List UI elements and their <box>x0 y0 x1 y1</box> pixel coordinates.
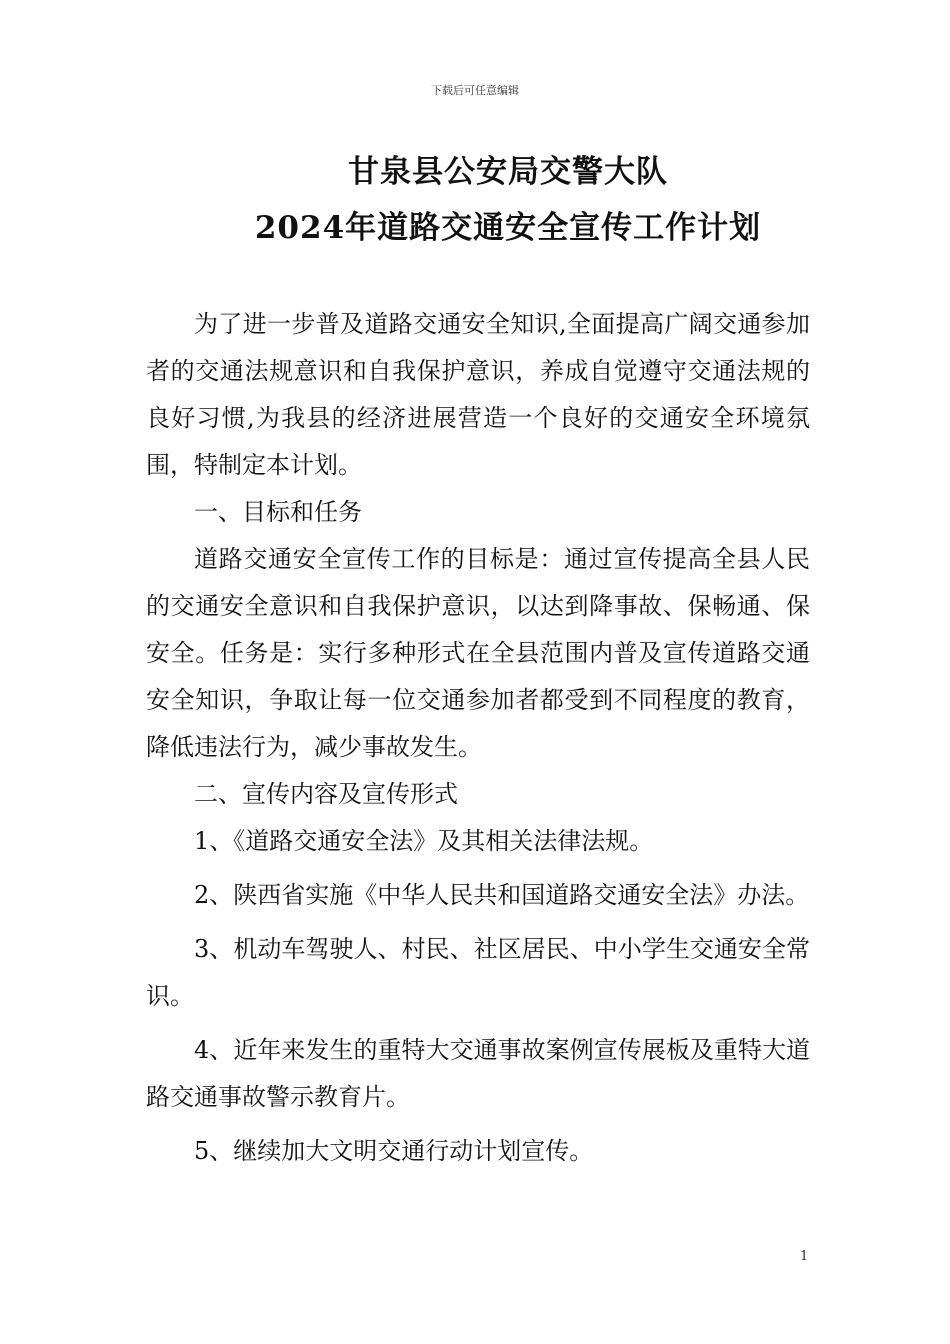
list-item: 4、近年来发生的重特大交通事故案例宣传展板及重特大道路交通事故警示教育片。 <box>146 1036 810 1111</box>
title-line-2: 2024年道路交通安全宣传工作计划 <box>254 210 762 246</box>
paragraph-intro: 为了进一步普及道路交通安全知识,全面提高广阔交通参加者的交通法规意识和自我保护意识，养成自觉遵守交通法规的良好习惯,为我县的经济进展营造一个良好的交通安全环境氛围，特制定本计划。 <box>146 310 810 479</box>
list-item: 1、《道路交通安全法》及其相关法律法规。 <box>194 827 654 855</box>
section-heading-1: 一、目标和任务 <box>194 498 362 526</box>
list-item: 3、机动车驾驶人、村民、社区居民、中小学生交通安全常识。 <box>146 935 810 1010</box>
list-item: 2、陕西省实施《中华人民共和国道路交通安全法》办法。 <box>194 881 810 909</box>
page-number: 1 <box>800 1249 809 1264</box>
title-line-1: 甘泉县公安局交警大队 <box>348 154 668 190</box>
paragraph-goals: 道路交通安全宣传工作的目标是：通过宣传提高全县人民的交通安全意识和自我保护意识，以达到降事故、保畅通、保安全。任务是：实行多种形式在全县范围内普及宣传道路交通安全知识，争取让每一位交通参加者都受到不同程度的教育，降低违法行为，减少事故发生。 <box>146 545 810 761</box>
section-heading-2: 二、宣传内容及宣传形式 <box>194 780 458 808</box>
document-body <box>146 301 810 1175</box>
page-header: 下载后可任意编辑 <box>431 84 519 97</box>
list-item: 5、继续加大文明交通行动计划宣传。 <box>194 1137 594 1165</box>
